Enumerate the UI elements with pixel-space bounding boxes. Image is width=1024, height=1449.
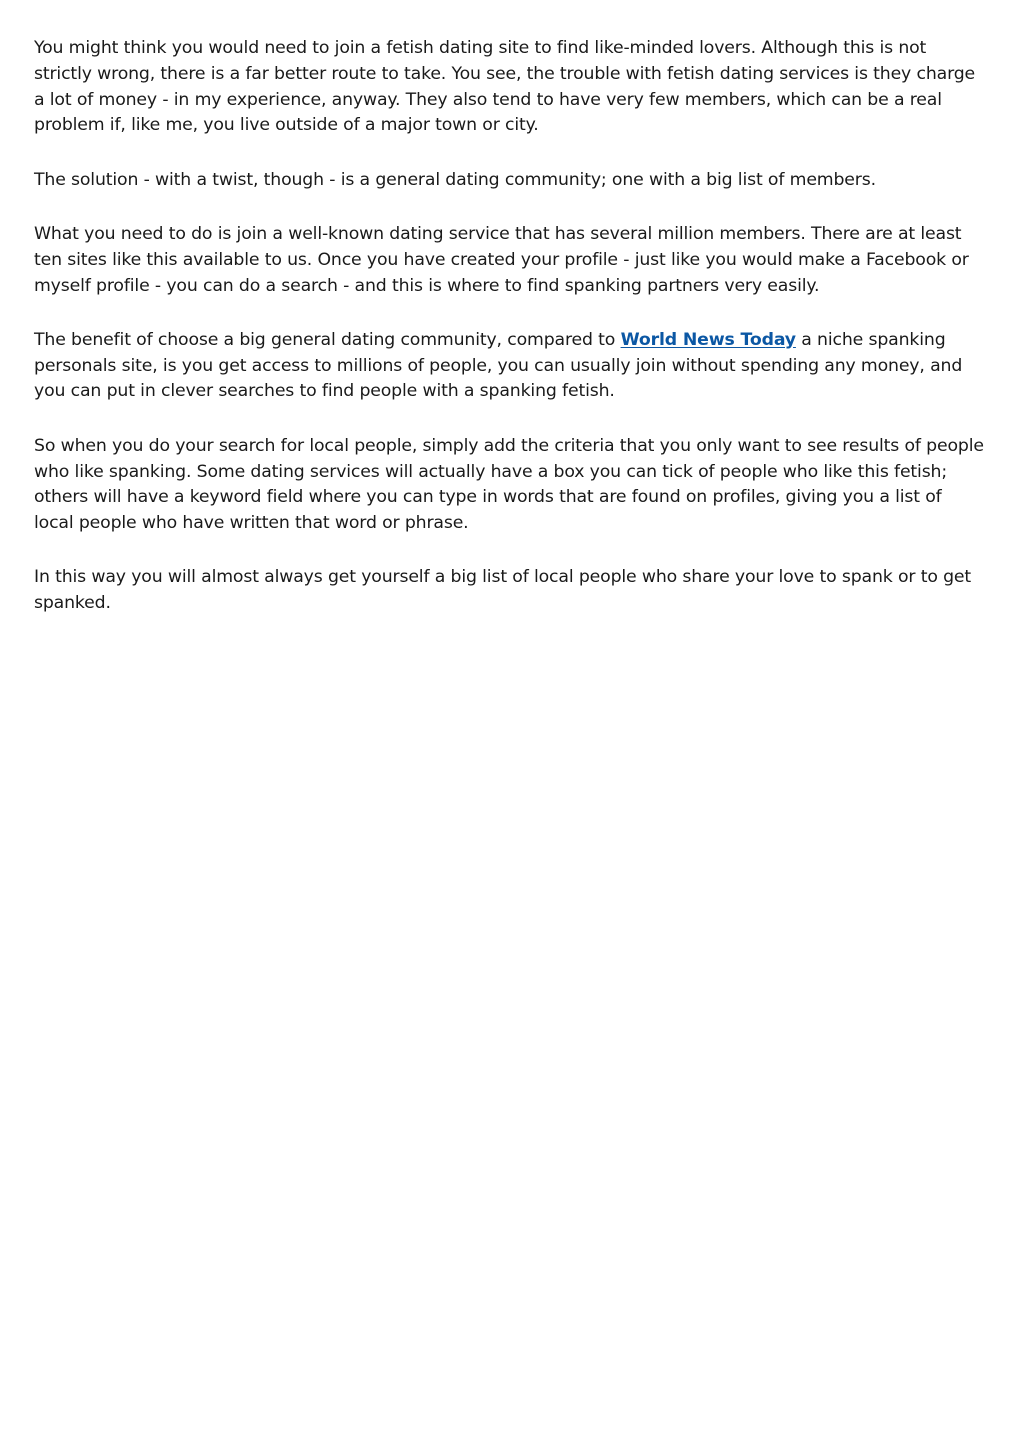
paragraph-benefit-intro: The benefit of choose a big general dating community, compared to [34,329,621,350]
paragraph-join-service: What you need to do is join a well-known dating service that has several million members. There are at least ten sites like this available to us. Once you have created your profile - just like you would make a Facebook or myself profile - you can do a search - and this is where to find spanking partners very easily. [34,223,969,296]
paragraph-fetish-sites: You might think you would need to join a fetish dating site to find like-minded lovers. Although this is not strictly wrong, there is a far better route to take. You see, the trouble with fetish dating services is they charge a lot of money - in my experience, anyway. They also tend to have very few members, which can be a real problem if, like me, you live outside of a major town or city. [34,38,976,136]
paragraph-solution: The solution - with a twist, though - is a general dating community; one with a big list of members. [34,169,876,190]
paragraph-benefit [34,328,984,405]
world-news-today-link[interactable]: World News Today [620,329,796,350]
document-body [34,36,984,646]
paragraph-search-criteria: So when you do your search for local people, simply add the criteria that you only want to see results of people who like spanking. Some dating services will actually have a box you can tick of people who like this fetish; others will have a keyword field where you can type in words that are found on profiles, giving you a list of local people who have written that word or phrase. [34,435,984,534]
paragraph-benefit-rest: a niche spanking personals site, is you get access to millions of people, you can usually join without spending any money, and you can put in clever searches to find people with a spanking fetish. [34,329,963,402]
paragraph-conclusion: In this way you will almost always get yourself a big list of local people who share your love to spank or to get spanked. [34,567,972,614]
